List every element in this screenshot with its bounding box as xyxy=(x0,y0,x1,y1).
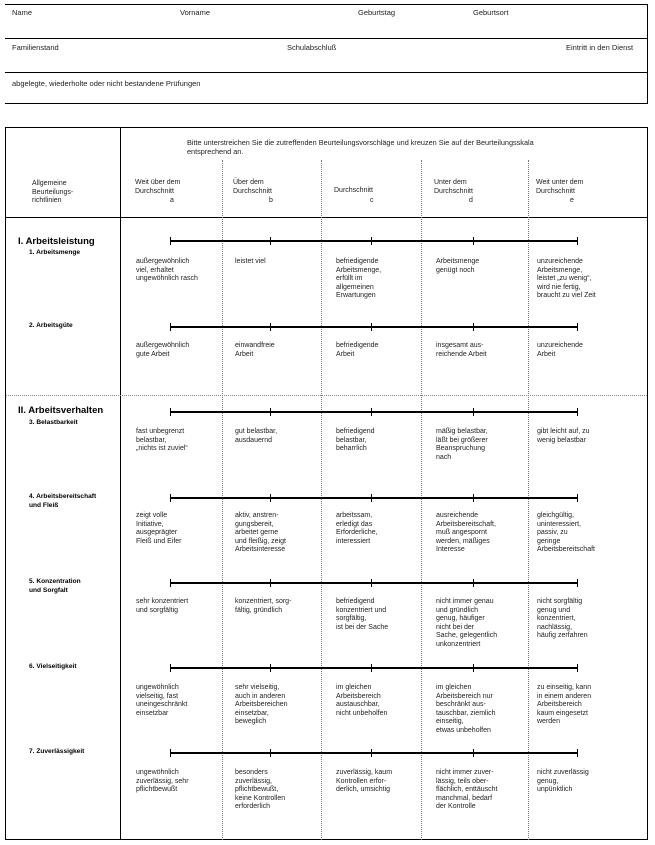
pruefungen-field-label: abgelegte, wiederholte oder nicht bestandene Prüfungen xyxy=(12,79,201,88)
description-d[interactable]: nicht immer zuver- lässig, teils ober- flächlich, enttäuscht manchmal, bedarf der Kontrolle xyxy=(436,769,498,811)
criterion-label: 7. Zuverlässigkeit xyxy=(29,748,85,755)
description-e[interactable]: gibt leicht auf, zu wenig belastbar xyxy=(537,428,590,444)
criterion-label: 6. Vielseitigkeit xyxy=(29,663,77,670)
scale-tick-a[interactable] xyxy=(170,408,171,416)
description-b[interactable]: aktiv, anstren- gungsbereit, arbeitet gerne und fleißig, zeigt Arbeitsinteresse xyxy=(235,512,286,554)
scale-tick-d[interactable] xyxy=(473,579,474,587)
description-d[interactable]: nicht immer genau und gründlich genug, häufiger nicht bei der Sache, gelegentlich unkonzentriert xyxy=(436,598,498,648)
description-d[interactable]: im gleichen Arbeitsbereich nur beschränkt aus- tauschbar, ziemlich einseitig, etwas unbeholfen xyxy=(436,684,496,734)
scale-tick-b[interactable] xyxy=(270,237,271,245)
scale-tick-b[interactable] xyxy=(270,664,271,672)
description-c[interactable]: befriedigend belastbar, beharrlich xyxy=(336,428,375,453)
rating-instruction: Bitte unterstreichen Sie die zutreffenden Beurteilungsvorschläge und kreuzen Sie auf der Beurteilungsskala entsprechend an. xyxy=(187,138,534,156)
description-d[interactable]: mäßig belastbar, läßt bei größerer Beanspruchung nach xyxy=(436,428,488,461)
scale-letter-e: e xyxy=(570,197,574,204)
scale-bar xyxy=(170,326,578,328)
scale-tick-a[interactable] xyxy=(170,749,171,757)
scale-letter-a: a xyxy=(170,197,174,204)
name-field-label: Name xyxy=(12,8,33,17)
rating-scale[interactable] xyxy=(170,749,578,757)
scale-letter-c: c xyxy=(370,197,374,204)
description-e[interactable]: gleichgültig, uninteressiert, passiv, zu geringe Arbeitsbereitschaft xyxy=(537,512,595,554)
rating-scale[interactable] xyxy=(170,579,578,587)
criterion-label: 3. Belastbarkeit xyxy=(29,419,78,426)
description-b[interactable]: konzentriert, sorg- fältig, gründlich xyxy=(235,598,292,614)
scale-tick-b[interactable] xyxy=(270,749,271,757)
rating-scale[interactable] xyxy=(170,408,578,416)
scale-tick-d[interactable] xyxy=(473,494,474,502)
scale-tick-d[interactable] xyxy=(473,749,474,757)
box-row-divider-1 xyxy=(5,38,648,39)
scale-tick-a[interactable] xyxy=(170,579,171,587)
scale-tick-c[interactable] xyxy=(371,664,372,672)
scale-tick-c[interactable] xyxy=(371,579,372,587)
scale-tick-b[interactable] xyxy=(270,579,271,587)
scale-tick-d[interactable] xyxy=(473,408,474,416)
scale-bar xyxy=(170,411,578,413)
familienstand-field-label: Familienstand xyxy=(12,43,59,52)
scale-tick-e[interactable] xyxy=(577,323,578,331)
description-a[interactable]: ungewöhnlich zuverlässig, sehr pflichtbewußt xyxy=(136,769,189,794)
scale-header-e: Weit unter dem Durchschnitt xyxy=(536,179,584,195)
scale-tick-e[interactable] xyxy=(577,749,578,757)
description-a[interactable]: ungewöhnlich vielseitig, fast uneingeschränkt einsetzbar xyxy=(136,684,188,717)
scale-tick-d[interactable] xyxy=(473,323,474,331)
description-a[interactable]: sehr konzentriert und sorgfältig xyxy=(136,598,189,614)
scale-tick-a[interactable] xyxy=(170,664,171,672)
description-c[interactable]: im gleichen Arbeitsbereich austauschbar, nicht unbeholfen xyxy=(336,684,388,717)
scale-header-b: Über dem Durchschnitt xyxy=(233,179,272,195)
description-c[interactable]: befriedigende Arbeit xyxy=(336,342,379,358)
description-e[interactable]: unzureichende Arbeitsmenge, leistet „zu wenig“, wird nie fertig, braucht zu viel Zeit xyxy=(537,258,596,300)
eintritt-field-label: Eintritt in den Dienst xyxy=(566,43,634,52)
scale-tick-d[interactable] xyxy=(473,237,474,245)
scale-letter-b: b xyxy=(269,197,273,204)
scale-header-d: Unter dem Durchschnitt xyxy=(434,179,473,195)
section-separator xyxy=(6,395,647,396)
scale-tick-c[interactable] xyxy=(371,408,372,416)
scale-bar xyxy=(170,240,578,242)
schulabschluss-field-label: Schulabschluß xyxy=(287,43,337,52)
table-top-border xyxy=(5,127,648,128)
scale-tick-e[interactable] xyxy=(577,237,578,245)
description-a[interactable]: zeigt volle Initiative, ausgeprägter Fleiß und Eifer xyxy=(136,512,182,545)
scale-tick-b[interactable] xyxy=(270,408,271,416)
description-d[interactable]: ausreichende Arbeitsbereitschaft, muß angespornt werden, mäßiges Interesse xyxy=(436,512,496,554)
scale-bar xyxy=(170,497,578,499)
description-b[interactable]: leistet viel xyxy=(235,258,266,265)
table-right-border xyxy=(647,127,648,840)
section-title-arbeitsverhalten: II. Arbeitsverhalten xyxy=(18,405,104,416)
box-right-border xyxy=(647,4,648,104)
description-b[interactable]: gut belastbar, ausdauernd xyxy=(235,428,278,444)
rating-scale[interactable] xyxy=(170,323,578,331)
scale-tick-c[interactable] xyxy=(371,237,372,245)
section-title-arbeitsleistung: I. Arbeitsleistung xyxy=(18,236,95,247)
description-a[interactable]: außergewöhnlich gute Arbeit xyxy=(136,342,190,358)
scale-letter-d: d xyxy=(469,197,473,204)
geburtstag-field-label: Geburtstag xyxy=(358,8,396,17)
description-d[interactable]: insgesamt aus- reichende Arbeit xyxy=(436,342,487,358)
criterion-label: 1. Arbeitsmenge xyxy=(29,249,81,256)
criterion-label: 4. Arbeitsbereitschaft und Fleiß xyxy=(29,493,97,509)
rating-scale[interactable] xyxy=(170,664,578,672)
description-c[interactable]: arbeitssam, erledigt das Erforderliche, interessiert xyxy=(336,512,378,545)
criterion-label: 5. Konzentration und Sorgfalt xyxy=(29,578,81,594)
description-a[interactable]: fast unbegrenzt belastbar, „nichts ist zuviel“ xyxy=(136,428,188,453)
vorname-field-label: Vorname xyxy=(180,8,211,17)
description-e[interactable]: unzureichende Arbeit xyxy=(537,342,583,358)
scale-tick-e[interactable] xyxy=(577,579,578,587)
scale-tick-e[interactable] xyxy=(577,408,578,416)
scale-tick-b[interactable] xyxy=(270,323,271,331)
box-top-border xyxy=(5,4,648,5)
description-a[interactable]: außergewöhnlich viel, erhaltet ungewöhnlich rasch xyxy=(136,258,198,283)
scale-tick-c[interactable] xyxy=(371,323,372,331)
scale-tick-a[interactable] xyxy=(170,323,171,331)
box-bottom-border xyxy=(5,103,648,104)
scale-bar xyxy=(170,667,578,669)
scale-bar xyxy=(170,752,578,754)
table-header-divider xyxy=(5,217,648,218)
scale-bar xyxy=(170,582,578,584)
description-e[interactable]: nicht sorgfältig genug und konzentriert, nachlässig, häufig zerfahren xyxy=(537,598,588,640)
scale-header-c: Durchschnitt xyxy=(334,187,373,194)
criteria-column-border xyxy=(120,127,121,840)
rating-scale[interactable] xyxy=(170,237,578,245)
description-e[interactable]: zu einseitig, kann in einem anderen Arbeitsbereich kaum eingesetzt werden xyxy=(537,684,592,726)
scale-tick-e[interactable] xyxy=(577,494,578,502)
description-b[interactable]: besonders zuverlässig, pflichtbewußt, keine Kontrollen erforderlich xyxy=(235,769,286,811)
box-row-divider-2 xyxy=(5,72,648,73)
scale-tick-e[interactable] xyxy=(577,664,578,672)
description-c[interactable]: befriedigende Arbeitsmenge, erfüllt im allgemeinen Erwartungen xyxy=(336,258,382,300)
description-b[interactable]: einwandfreie Arbeit xyxy=(235,342,275,358)
description-e[interactable]: nicht zuverlässig genug, unpünktlich xyxy=(537,769,589,794)
criteria-header: Allgemeine Beurteilungs- richtlinien xyxy=(32,180,74,204)
scale-tick-d[interactable] xyxy=(473,664,474,672)
table-bottom-border xyxy=(5,839,648,840)
scale-tick-b[interactable] xyxy=(270,494,271,502)
criterion-label: 2. Arbeitsgüte xyxy=(29,322,73,329)
scale-tick-a[interactable] xyxy=(170,494,171,502)
table-left-border xyxy=(5,127,6,840)
rating-scale[interactable] xyxy=(170,494,578,502)
description-c[interactable]: zuverlässig, kaum Kontrollen erfor- derlich, umsichtig xyxy=(336,769,393,794)
scale-tick-c[interactable] xyxy=(371,749,372,757)
scale-tick-a[interactable] xyxy=(170,237,171,245)
scale-header-a: Weit über dem Durchschnitt xyxy=(135,179,181,195)
description-c[interactable]: befriedigend konzentriert und sorgfältig, ist bei der Sache xyxy=(336,598,389,631)
geburtsort-field-label: Geburtsort xyxy=(473,8,509,17)
description-b[interactable]: sehr vielseitig, auch in anderen Arbeitsbereichen einsetzbar, beweglich xyxy=(235,684,288,726)
description-d[interactable]: Arbeitsmenge genügt noch xyxy=(436,258,480,274)
scale-tick-c[interactable] xyxy=(371,494,372,502)
